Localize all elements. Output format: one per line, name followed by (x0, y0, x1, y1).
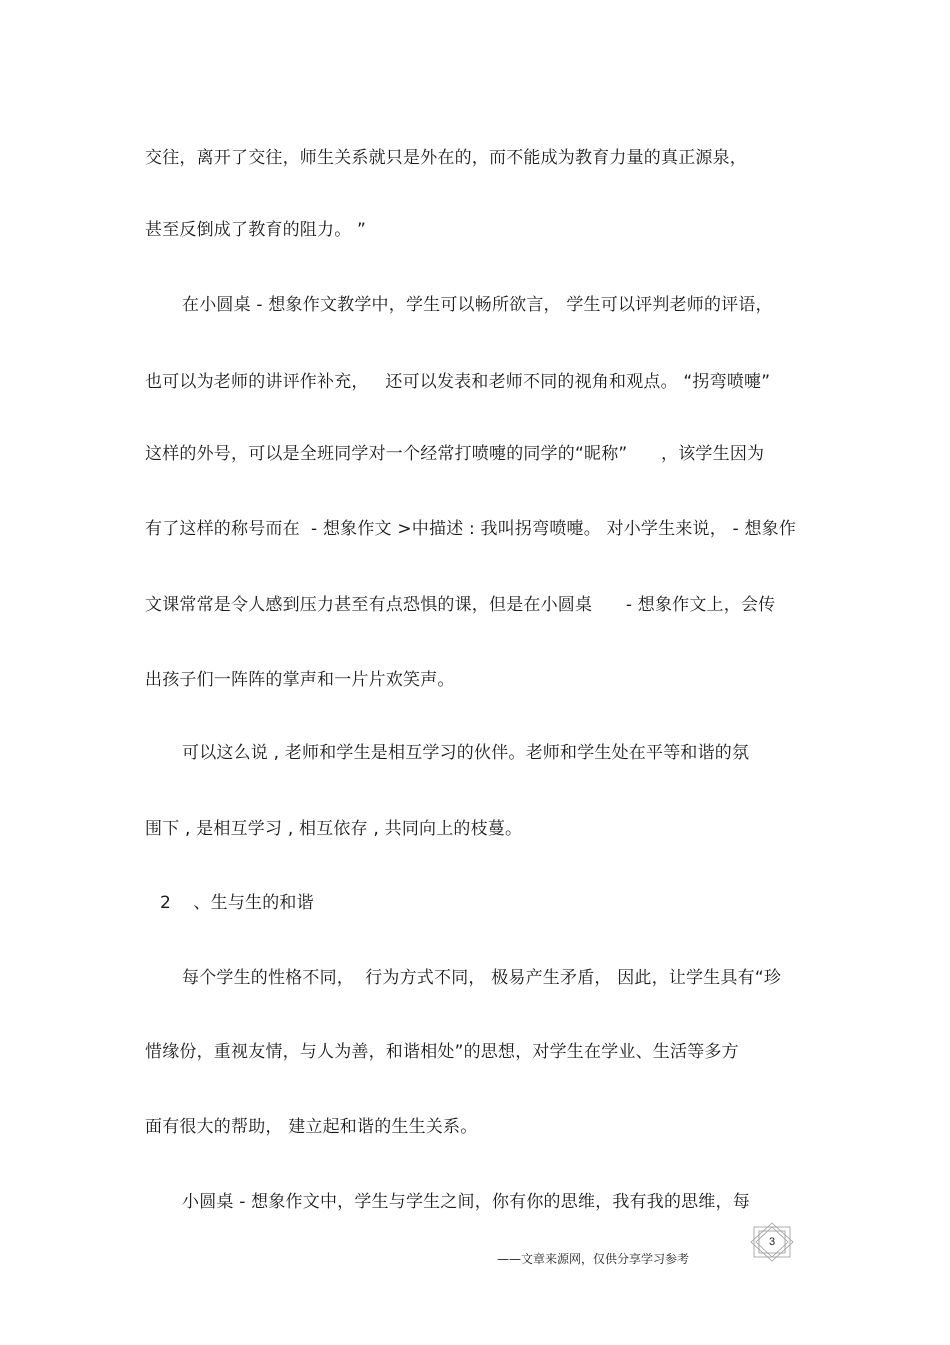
paragraph-line: 也可以为老师的讲评作补充， 还可以发表和老师不同的视角和观点。 “拐弯喷嚏” (145, 372, 771, 392)
footer-source-note: ——文章来源网，仅供分享学习参考 (497, 1252, 690, 1266)
paragraph-line: 文课常常是令人感到压力甚至有点恐惧的课，但是在小圆桌 - 想象作文上，会传 (145, 595, 776, 615)
paragraph-line: 每个学生的性格不同， 行为方式不同， 极易产生矛盾， 因此，让学生具有“珍 (182, 968, 782, 988)
section-heading: 2 、生与生的和谐 (160, 893, 314, 913)
paragraph-line: 甚至反倒成了教育的阻力。 ” (145, 220, 367, 240)
paragraph-line: 小圆桌 - 想象作文中，学生与学生之间，你有你的思维，我有我的思维，每 (182, 1192, 750, 1212)
paragraph-line: 惜缘份，重视友情，与人为善，和谐相处”的思想，对学生在学业、生活等多方 (145, 1042, 739, 1062)
paragraph-line: 出孩子们一阵阵的掌声和一片片欢笑声。 (145, 670, 455, 690)
page-number: 3 (768, 1236, 776, 1248)
paragraph-line: 这样的外号，可以是全班同学对一个经常打喷嚏的同学的“昵称” ，该学生因为 (145, 444, 765, 464)
paragraph-line: 有了这样的称号而在 - 想象作文 >中描述 : 我叫拐弯喷嚏。 对小学生来说， - 想象作 (145, 519, 797, 539)
paragraph-line: 交往，离开了交往，师生关系就只是外在的，而不能成为教育力量的真正源泉， (145, 148, 747, 168)
page-number-badge (748, 1222, 796, 1262)
paragraph-line: 面有很大的帮助， 建立起和谐的生生关系。 (145, 1117, 478, 1137)
paragraph-line: 在小圆桌 - 想象作文教学中，学生可以畅所欲言， 学生可以评判老师的评语， (182, 295, 773, 315)
paragraph-line: 围下 , 是相互学习 , 相互依存 , 共同向上的枝蔓。 (145, 819, 523, 839)
paragraph-line: 可以这么说 , 老师和学生是相互学习的伙伴。老师和学生处在平等和谐的氛 (182, 743, 750, 763)
